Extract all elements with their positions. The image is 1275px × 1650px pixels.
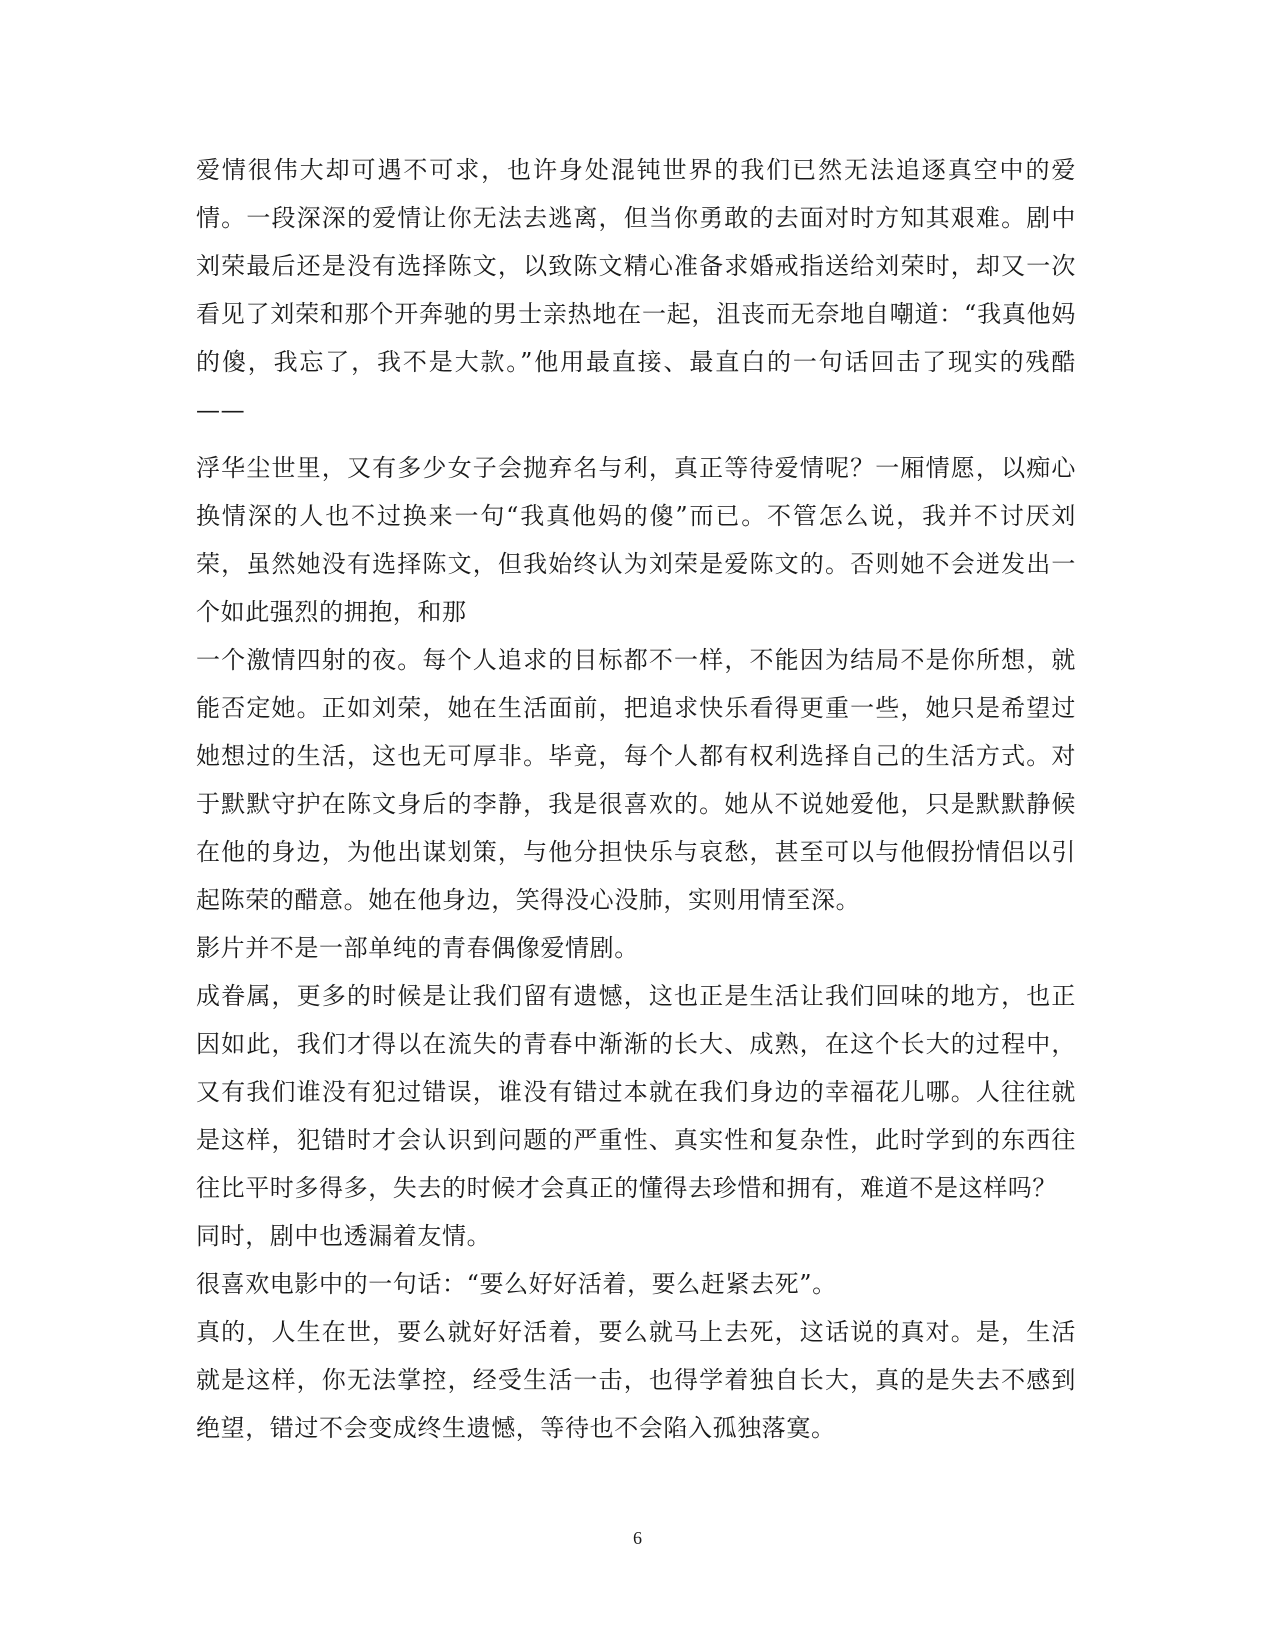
paragraph-1: 爱情很伟大却可遇不可求，也许身处混钝世界的我们已然无法追逐真空中的爱情。一段深深的爱情让你无法去逃离，但当你勇敢的去面对时方知其艰难。剧中刘荣最后还是没有选择陈文，以致陈文精心准备求婚戒指送给刘荣时，却又一次看见了刘荣和那个开奔驰的男士亲热地在一起，沮丧而无奈地自嘲道：“我真他妈的傻，我忘了，我不是大款。”他用最直接、最直白的一句话回击了现实的残酷—— (196, 156, 1076, 424)
paragraph-3: 一个激情四射的夜。每个人追求的目标都不一样，不能因为结局不是你所想，就能否定她。正如刘荣，她在生活面前，把追求快乐看得更重一些，她只是希望过她想过的生活，这也无可厚非。毕竟，每个人都有权利选择自己的生活方式。对于默默守护在陈文身后的李静，我是很喜欢的。她从不说她爱他，只是默默静候在他的身边，为他出谋划策，与他分担快乐与哀愁，甚至可以与他假扮情侣以引起陈荣的醋意。她在他身边，笑得没心没肺，实则用情至深。 (196, 646, 1076, 914)
document-body (196, 146, 1076, 1452)
paragraph-4: 影片并不是一部单纯的青春偶像爱情剧。 (196, 934, 639, 962)
paragraph-spacer (196, 434, 1076, 444)
paragraph-2: 浮华尘世里，又有多少女子会抛弃名与利，真正等待爱情呢？一厢情愿，以痴心换情深的人也不过换来一句“我真他妈的傻”而已。不管怎么说，我并不讨厌刘荣，虽然她没有选择陈文，但我始终认为刘荣是爱陈文的。否则她不会迸发出一个如此强烈的拥抱，和那 (196, 454, 1076, 626)
paragraph-8: 真的，人生在世，要么就好好活着，要么就马上去死，这话说的真对。是，生活就是这样，你无法掌控，经受生活一击，也得学着独自长大，真的是失去不感到绝望，错过不会变成终生遗憾，等待也不会陷入孤独落寞。 (196, 1318, 1076, 1442)
paragraph-6: 同时，剧中也透漏着友情。 (196, 1222, 492, 1250)
page-number: 6 (633, 1528, 642, 1548)
paragraph-5: 成眷属，更多的时候是让我们留有遗憾，这也正是生活让我们回味的地方，也正因如此，我们才得以在流失的青春中渐渐的长大、成熟，在这个长大的过程中，又有我们谁没有犯过错误，谁没有错过本就在我们身边的幸福花儿哪。人往往就是这样，犯错时才会认识到问题的严重性、真实性和复杂性，此时学到的东西往往比平时多得多，失去的时候才会真正的懂得去珍惜和拥有，难道不是这样吗？ (196, 982, 1076, 1202)
paragraph-7: 很喜欢电影中的一句话：“要么好好活着，要么赶紧去死”。 (196, 1270, 837, 1298)
